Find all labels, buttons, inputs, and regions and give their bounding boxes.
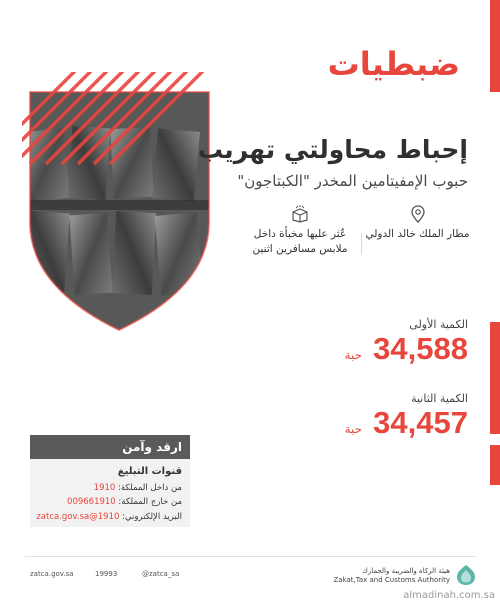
report-email-row — [30, 510, 182, 525]
quantity-second-unit: حبة — [344, 422, 363, 436]
report-outside-label: من خارج المملكة: — [118, 497, 182, 508]
report-email-label: البريد الإلكتروني: — [122, 512, 182, 523]
quantity-first-value: 34,588 — [373, 331, 468, 366]
footer-phone[interactable]: 19993 — [95, 570, 118, 578]
concealment-line-2: ملابس مسافرين اثنين — [252, 243, 348, 256]
report-inside-label: من داخل المملكة: — [118, 482, 182, 493]
quantity-first-unit: حبة — [344, 348, 363, 362]
headline-subtitle: حبوب الإمفيتامين المخدر "الكبتاجون" — [237, 172, 468, 190]
concealment-line-1: عُثر عليها مخبأة داخل — [253, 228, 347, 240]
authority-name-ar: هيئة الزكاة والضريبة والجمارك — [362, 567, 450, 575]
location-pin-icon — [411, 205, 425, 223]
quantity-first-label: الكمية الأولى — [409, 318, 468, 331]
quantity-second-label: الكمية الثانية — [411, 392, 468, 405]
report-inside-number[interactable]: 1910 — [93, 482, 116, 493]
accent-bar-top — [490, 0, 500, 92]
footer-divider — [25, 556, 475, 557]
report-channels-title: قنوات التبليغ — [117, 466, 182, 477]
zatca-logo-icon — [454, 563, 478, 587]
accent-bar-lower — [490, 445, 500, 485]
report-inside-row — [30, 481, 182, 496]
concealment-info — [240, 205, 360, 257]
report-outside-number[interactable]: 009661910 — [67, 497, 116, 508]
location-info — [365, 205, 470, 242]
quantity-second-value: 34,457 — [373, 405, 468, 440]
location-text: مطار الملك خالد الدولي — [365, 228, 470, 240]
package-icon — [290, 205, 310, 223]
footer-website[interactable]: zatca.gov.sa — [30, 570, 74, 578]
report-channels-panel — [30, 435, 190, 527]
accent-bar-middle — [490, 322, 500, 434]
quantity-second — [345, 392, 468, 441]
info-divider — [361, 233, 362, 255]
quantity-first — [345, 318, 468, 367]
authority-name-en: Zakat,Tax and Customs Authority — [333, 576, 450, 585]
seized-items-shield-image — [22, 72, 217, 337]
report-outside-row — [30, 495, 182, 510]
footer-social-handle[interactable]: @zatca_sa — [142, 570, 180, 578]
section-title: ضبطيات — [327, 45, 460, 83]
report-email-link[interactable]: 1910@zatca.gov.sa — [36, 512, 120, 523]
incident-info-row — [230, 205, 470, 265]
report-panel-heading: ارقد وآمن — [30, 435, 190, 459]
headline-title: إحباط محاولتي تهريب — [197, 135, 468, 164]
authority-name — [333, 567, 450, 585]
source-watermark: almadinah.com.sa — [403, 590, 495, 601]
